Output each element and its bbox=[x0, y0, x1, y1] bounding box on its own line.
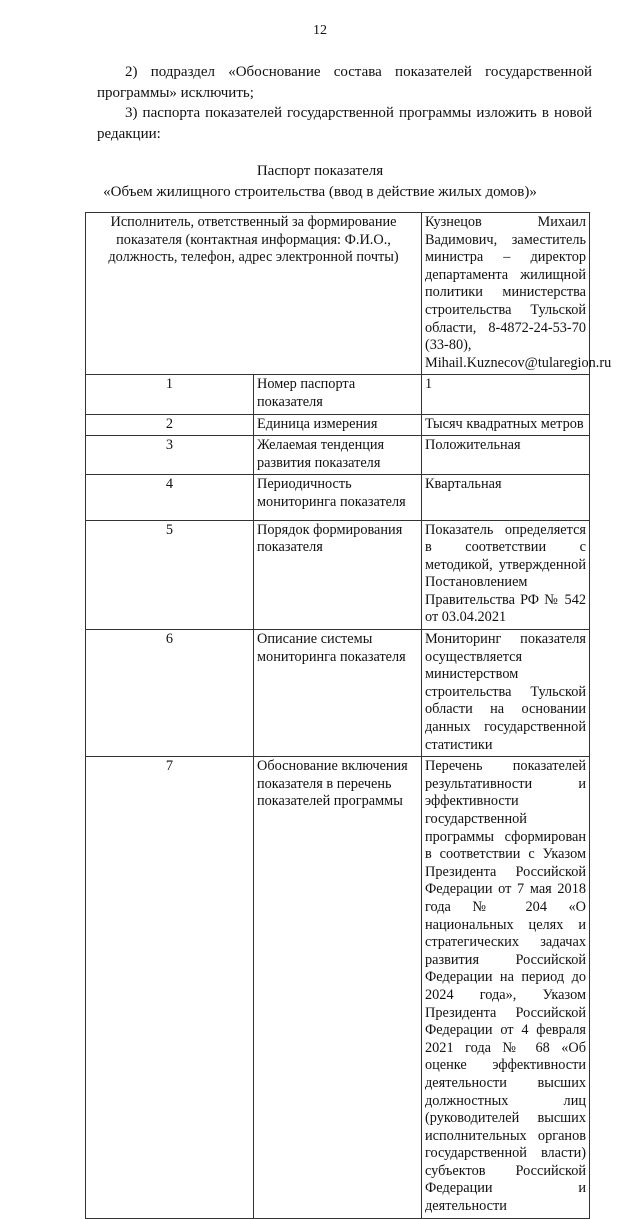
passport-title bbox=[0, 161, 640, 203]
row-label: Единица измерения bbox=[254, 414, 422, 436]
table-row bbox=[86, 375, 590, 414]
row-number: 1 bbox=[86, 375, 254, 414]
row-number: 7 bbox=[86, 757, 254, 1218]
row-value: Тысяч квадратных метров bbox=[422, 414, 590, 436]
row-number: 6 bbox=[86, 630, 254, 757]
row-number: 4 bbox=[86, 475, 254, 520]
table-row bbox=[86, 436, 590, 475]
row-value: 1 bbox=[422, 375, 590, 414]
row-value: Показатель определяется в соответствии с методикой, утвержденной Постановлением Правительства РФ № 542 от 03.04.2021 bbox=[422, 520, 590, 630]
row-number: 3 bbox=[86, 436, 254, 475]
executor-label: Исполнитель, ответственный за формирование показателя (контактная информация: Ф.И.О., должность, телефон, адрес электронной почты) bbox=[86, 213, 422, 375]
table-row bbox=[86, 414, 590, 436]
row-label: Обоснование включения показателя в перечень показателей программы bbox=[254, 757, 422, 1218]
row-label: Номер паспорта показателя bbox=[254, 375, 422, 414]
row-label: Желаемая тенденция развития показателя bbox=[254, 436, 422, 475]
passport-title-line2: «Объем жилищного строительства (ввод в действие жилых домов)» bbox=[103, 184, 537, 200]
passport-table bbox=[85, 212, 612, 1219]
paragraph-subsection-removal: 2) подраздел «Обоснование состава показателей государственной программы» исключить; bbox=[97, 64, 592, 101]
row-value: Положительная bbox=[422, 436, 590, 475]
table-row bbox=[86, 757, 590, 1218]
table-row bbox=[86, 475, 590, 520]
row-number: 2 bbox=[86, 414, 254, 436]
executor-value: Кузнецов Михаил Вадимович, заместитель министра – директор департамента жилищной политики министерства строительства Тульской области, 8-4872-24-53-70 (33-80), Mihail.Kuznecov@tularegion.ru bbox=[422, 213, 590, 375]
row-value: Перечень показателей результативности и эффективности государственной программы сформирован в соответствии с Указом Президента Российской Федерации от 7 мая 2018 года № 204 «О национальных целях и стратегических задачах развития Российской Федерации на период до 2024 года», Указом Президента Российской Федерации от 4 февраля 2021 года № 68 «Об оценке эффективности деятельности высших должностных лиц (руководителей высших исполнительных органов государственной власти) субъектов Российской Федерации и деятельности bbox=[422, 757, 590, 1218]
row-number: 5 bbox=[86, 520, 254, 630]
table-row bbox=[86, 630, 590, 757]
row-label: Периодичность мониторинга показателя bbox=[254, 475, 422, 520]
page-number: 12 bbox=[313, 23, 327, 38]
row-value: Квартальная bbox=[422, 475, 590, 520]
row-value: Мониторинг показателя осуществляется министерством строительства Тульской области на основании данных государственной статистики bbox=[422, 630, 590, 757]
executor-row bbox=[86, 213, 590, 375]
row-label: Описание системы мониторинга показателя bbox=[254, 630, 422, 757]
row-label: Порядок формирования показателя bbox=[254, 520, 422, 630]
paragraph-passport-new-edition: 3) паспорта показателей государственной программы изложить в новой редакции: bbox=[97, 105, 592, 142]
table-row bbox=[86, 520, 590, 630]
passport-title-line1: Паспорт показателя bbox=[256, 163, 384, 179]
